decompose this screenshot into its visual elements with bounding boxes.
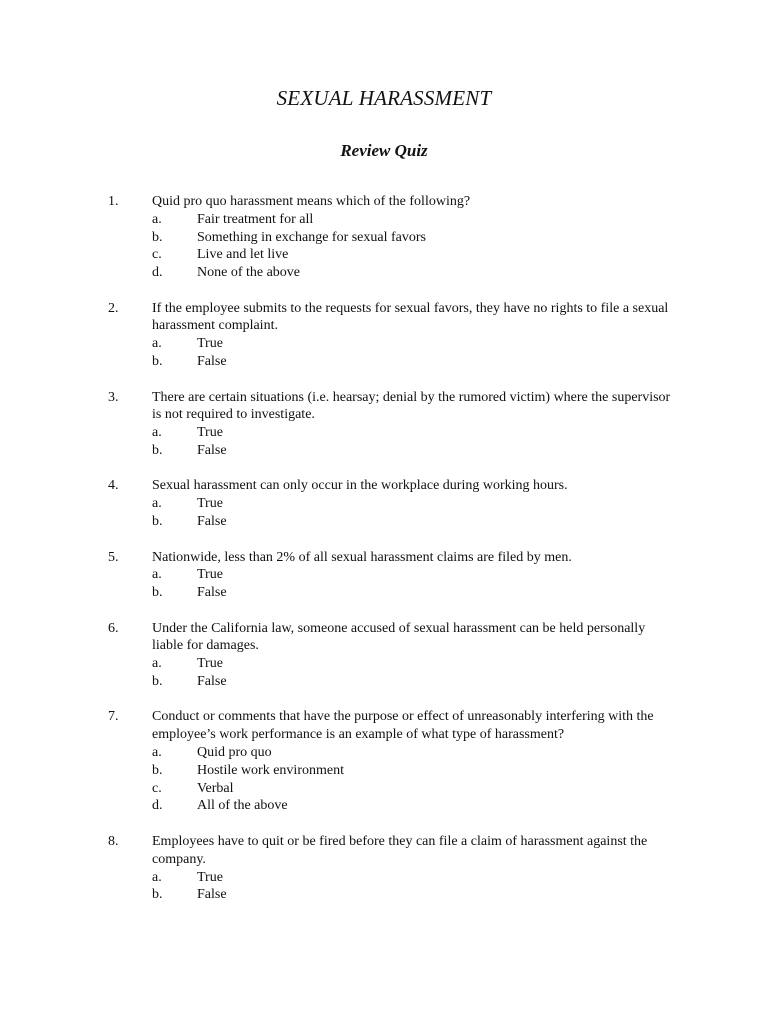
answer-option xyxy=(0,655,768,673)
answer-option xyxy=(0,566,768,584)
question-text: There are certain situations (i.e. hearsay; denial by the rumored victim) where the supervisor is not required to investigate. xyxy=(152,389,671,423)
option-letter: a. xyxy=(152,567,162,583)
option-text: False xyxy=(197,442,227,458)
answer-option xyxy=(0,353,768,371)
option-letter: a. xyxy=(152,869,162,885)
question-2 xyxy=(0,300,768,371)
answer-option xyxy=(0,744,768,762)
option-letter: a. xyxy=(152,496,162,512)
question-number: 2. xyxy=(108,300,119,316)
option-letter: a. xyxy=(152,745,162,761)
question-text: Employees have to quit or be fired before they can file a claim of harassment against the company. xyxy=(152,833,648,867)
question-text: Nationwide, less than 2% of all sexual harassment claims are filed by men. xyxy=(152,549,572,565)
answer-option xyxy=(0,229,768,247)
option-letter: b. xyxy=(152,229,163,245)
option-letter: b. xyxy=(152,585,163,601)
option-text: Quid pro quo xyxy=(197,745,272,761)
answer-option xyxy=(0,673,768,691)
option-text: True xyxy=(197,869,223,885)
option-letter: b. xyxy=(152,354,163,370)
answer-option xyxy=(0,584,768,602)
option-text: Something in exchange for sexual favors xyxy=(197,229,426,245)
question-text: Quid pro quo harassment means which of the following? xyxy=(152,194,471,209)
option-text: Fair treatment for all xyxy=(197,211,314,227)
answer-option xyxy=(0,886,768,904)
option-letter: a. xyxy=(152,211,162,227)
option-letter: d. xyxy=(152,798,163,814)
option-letter: c. xyxy=(152,780,162,796)
question-3 xyxy=(0,389,768,460)
answer-option xyxy=(0,246,768,264)
option-text: False xyxy=(197,887,227,903)
question-6 xyxy=(0,620,768,691)
question-1 xyxy=(0,193,768,282)
question-number: 3. xyxy=(108,389,119,405)
option-letter: a. xyxy=(152,336,162,352)
answer-option xyxy=(0,335,768,353)
option-letter: a. xyxy=(152,425,162,441)
option-letter: b. xyxy=(152,673,163,689)
answer-option xyxy=(0,869,768,887)
question-text: If the employee submits to the requests for sexual favors, they have no rights to file a sexual harassment complaint. xyxy=(152,300,669,334)
answer-option xyxy=(0,211,768,229)
option-text: None of the above xyxy=(197,265,301,281)
answer-option xyxy=(0,495,768,513)
option-text: False xyxy=(197,354,227,370)
option-text: True xyxy=(197,656,223,672)
question-4 xyxy=(0,477,768,530)
question-number: 4. xyxy=(108,478,119,494)
option-letter: d. xyxy=(152,265,163,281)
question-number: 5. xyxy=(108,549,119,565)
answer-option xyxy=(0,513,768,531)
question-7 xyxy=(0,708,768,815)
question-text: Conduct or comments that have the purpose or effect of unreasonably interfering with the employee’s work performance is an example of what type of harassment? xyxy=(152,709,654,743)
question-text: Sexual harassment can only occur in the workplace during working hours. xyxy=(152,478,568,494)
option-text: Live and let live xyxy=(197,247,289,263)
answer-option xyxy=(0,797,768,815)
option-letter: b. xyxy=(152,887,163,903)
option-text: Verbal xyxy=(197,780,234,796)
option-text: False xyxy=(197,673,227,689)
answer-option xyxy=(0,264,768,282)
question-8 xyxy=(0,833,768,904)
answer-option xyxy=(0,424,768,442)
option-letter: b. xyxy=(152,762,163,778)
option-letter: b. xyxy=(152,514,163,530)
option-text: Hostile work environment xyxy=(197,762,344,778)
answer-option xyxy=(0,762,768,780)
question-list xyxy=(0,193,768,922)
question-number: 6. xyxy=(108,620,119,636)
question-number: 8. xyxy=(108,833,119,849)
answer-option xyxy=(0,780,768,798)
question-5 xyxy=(0,549,768,602)
option-letter: b. xyxy=(152,442,163,458)
option-text: False xyxy=(197,514,227,530)
question-number: 7. xyxy=(108,709,119,725)
option-text: True xyxy=(197,425,223,441)
option-letter: a. xyxy=(152,656,162,672)
option-text: True xyxy=(197,496,223,512)
option-text: False xyxy=(197,585,227,601)
option-letter: c. xyxy=(152,247,162,263)
question-number: 1. xyxy=(108,194,119,209)
option-text: True xyxy=(197,567,223,583)
answer-option xyxy=(0,442,768,460)
document-subtitle: Review Quiz xyxy=(340,141,428,160)
option-text: All of the above xyxy=(197,798,288,814)
option-text: True xyxy=(197,336,223,352)
question-text: Under the California law, someone accused of sexual harassment can be held personally liable for damages. xyxy=(152,620,646,654)
document-title: SEXUAL HARASSMENT xyxy=(276,86,492,110)
